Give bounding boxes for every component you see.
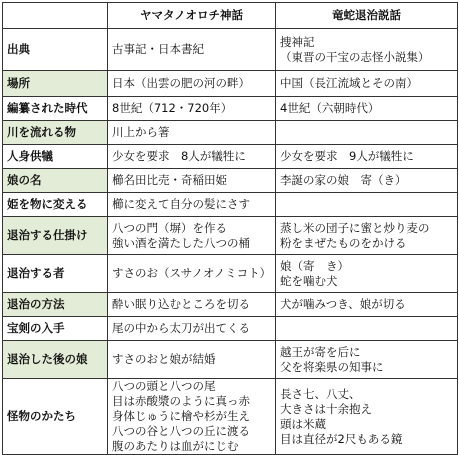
row-label: 退治する者 — [3, 255, 108, 293]
header-cell-corner — [3, 3, 108, 29]
ryuda-cell — [276, 29, 458, 71]
cell-line: 強い酒を満たした八つの桶 — [112, 235, 250, 250]
header-row — [3, 3, 458, 29]
ryuda-cell — [276, 169, 458, 193]
yamata-cell — [108, 97, 276, 121]
ryuda-cell — [276, 71, 458, 97]
yamata-cell — [108, 29, 276, 71]
ryuda-cell — [276, 193, 458, 217]
ryuda-cell — [276, 255, 458, 293]
cell-line: （東晋の干宝の志怪小説集） — [280, 49, 430, 64]
row-label: 宝剣の入手 — [3, 317, 108, 341]
table-row — [3, 169, 458, 193]
yamata-cell — [108, 341, 276, 379]
ryuda-cell — [276, 379, 458, 455]
yamata-cell — [108, 169, 276, 193]
ryuda-cell — [276, 97, 458, 121]
cell-line: 八つの谷と八つの丘に渡る — [112, 424, 250, 438]
table-row — [3, 121, 458, 145]
cell-line: 尾の中から太刀が出てくる — [112, 321, 250, 335]
table-row — [3, 341, 458, 379]
yamata-cell — [108, 121, 276, 145]
cell-line: すさのおと娘が結婚 — [112, 352, 216, 366]
row-label: 川を流れる物 — [3, 121, 108, 145]
cell-line: 粉をまぜたものをかける — [280, 235, 407, 250]
header-cell-yamata: ヤマタノオロチ神話 — [108, 3, 276, 29]
row-label: 怪物のかたち — [3, 379, 108, 455]
cell-line: 目は赤酸漿のように真っ赤 — [112, 394, 250, 408]
cell-line: 八つの門（塀）を作る — [112, 220, 227, 235]
table-row — [3, 293, 458, 317]
cell-line: 八つの頭と八つの尾 — [112, 379, 216, 393]
table-row — [3, 97, 458, 121]
ryuda-cell — [276, 341, 458, 379]
cell-line: 大きさは十余抱え — [280, 401, 372, 416]
cell-line: 川上から箸 — [112, 125, 170, 139]
cell-line: 少女を要求 8人が犠牲に — [112, 149, 246, 163]
row-label: 退治した後の娘 — [3, 341, 108, 379]
row-label: 退治の方法 — [3, 293, 108, 317]
cell-line: 頭は米蔵 — [280, 416, 326, 431]
cell-line: 蒸し米の団子に蜜と炒り麦の — [280, 220, 430, 235]
row-label: 出典 — [3, 29, 108, 71]
table-row — [3, 317, 458, 341]
cell-line: 腹のあたりは血がにじむ — [112, 439, 239, 453]
cell-line: 李誕の家の娘 寄（き） — [280, 173, 407, 187]
cell-line: 身体じゅうに檜や杉が生え — [112, 409, 250, 423]
cell-line: 少女を要求 9人が犠牲に — [280, 149, 414, 163]
header-cell-ryuda: 竜蛇退治説話 — [276, 3, 458, 29]
ryuda-cell — [276, 217, 458, 255]
ryuda-cell — [276, 145, 458, 169]
table-row — [3, 193, 458, 217]
yamata-cell — [108, 145, 276, 169]
cell-line: 蛇を噛む犬 — [280, 273, 338, 288]
yamata-cell — [108, 293, 276, 317]
yamata-cell — [108, 71, 276, 97]
table-row — [3, 71, 458, 97]
ryuda-cell — [276, 293, 458, 317]
cell-line: 娘（寄 き） — [280, 258, 349, 273]
cell-line: すさのお（スサノオノミコト） — [112, 266, 272, 280]
row-label: 退治する仕掛け — [3, 217, 108, 255]
table-row — [3, 29, 458, 71]
cell-line: 父を将楽県の知事に — [280, 359, 384, 374]
row-label: 娘の名 — [3, 169, 108, 193]
cell-line: 櫛に変えて自分の髪にさす — [112, 197, 250, 211]
cell-line: 櫛名田比売・奇稲田姫 — [112, 173, 227, 187]
cell-line: 酔い眠り込むところを切る — [112, 297, 250, 311]
row-label: 人身供犠 — [3, 145, 108, 169]
cell-line: 古事記・日本書紀 — [112, 42, 204, 56]
table-row — [3, 145, 458, 169]
yamata-cell — [108, 193, 276, 217]
yamata-cell — [108, 317, 276, 341]
row-label: 編纂された時代 — [3, 97, 108, 121]
cell-line: 越王が寄を后に — [280, 344, 361, 359]
table-row — [3, 255, 458, 293]
cell-line: 8世紀（712・720年） — [112, 101, 233, 115]
yamata-cell — [108, 379, 276, 455]
cell-line: 目は直径が2尺もある鏡 — [280, 431, 403, 446]
table-row — [3, 217, 458, 255]
table-row — [3, 379, 458, 455]
yamata-cell — [108, 217, 276, 255]
yamata-cell — [108, 255, 276, 293]
cell-line: 長さ七、八丈、 — [280, 386, 361, 401]
cell-line: 中国（長江流域とその南） — [280, 76, 418, 90]
ryuda-cell — [276, 121, 458, 145]
cell-line: 4世紀（六朝時代） — [280, 101, 380, 115]
cell-line: 捜神記 — [280, 34, 315, 49]
row-label: 場所 — [3, 71, 108, 97]
row-label: 姫を物に変える — [3, 193, 108, 217]
cell-line: 犬が噛みつき、娘が切る — [280, 297, 406, 311]
comparison-table — [2, 2, 458, 455]
ryuda-cell — [276, 317, 458, 341]
cell-line: 日本（出雲の肥の河の畔） — [112, 76, 250, 90]
